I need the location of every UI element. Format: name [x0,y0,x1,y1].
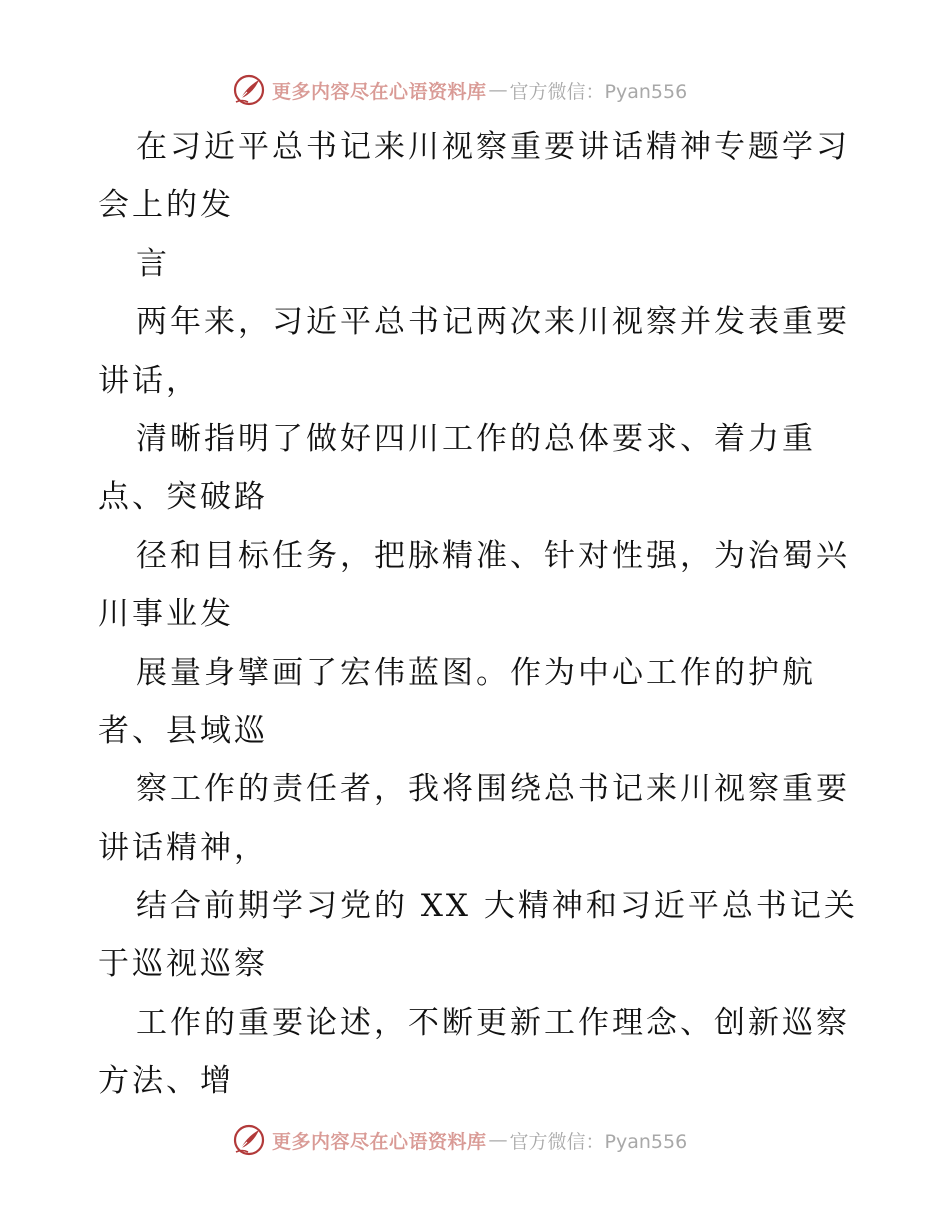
watermark-contact-text: 官方微信：Pyan556 [509,1130,688,1153]
quill-pen-logo-icon [232,73,266,107]
watermark-brand-text: 更多内容尽在心语资料库 [272,1130,487,1153]
document-body [98,118,898,1111]
document-line: 言 [136,245,170,282]
header-watermark [232,72,687,108]
watermark-brand-text: 更多内容尽在心语资料库 [272,80,487,103]
watermark-contact-text: 官方微信：Pyan556 [509,80,688,103]
document-line: 径和目标任务，把脉精准、针对性强，为治蜀兴 [136,537,850,574]
document-line: 点、突破路 [98,479,268,516]
document-line: 展量身擘画了宏伟蓝图。作为中心工作的护航 [136,654,816,691]
document-line: 者、县域巡 [98,712,268,749]
footer-watermark [232,1122,687,1158]
watermark-dash: — [488,79,508,101]
document-line: 结合前期学习党的 XX 大精神和习近平总书记关 [136,888,858,925]
document-line: 工作的重要论述，不断更新工作理念、创新巡察 [136,1004,850,1041]
document-line: 于巡视巡察 [98,946,268,983]
document-line: 清晰指明了做好四川工作的总体要求、着力重 [136,420,816,457]
document-line: 会上的发 [98,187,234,224]
document-line: 在习近平总书记来川视察重要讲话精神专题学习 [136,129,850,165]
quill-pen-logo-icon [232,1123,266,1157]
document-line: 讲话， [98,362,200,399]
document-line: 讲话精神， [98,829,268,866]
document-line: 方法、增 [98,1063,234,1100]
document-line: 两年来，习近平总书记两次来川视察并发表重要 [136,304,850,341]
document-line: 察工作的责任者，我将围绕总书记来川视察重要 [136,771,850,808]
watermark-dash: — [488,1129,508,1151]
document-line: 川事业发 [98,596,234,633]
